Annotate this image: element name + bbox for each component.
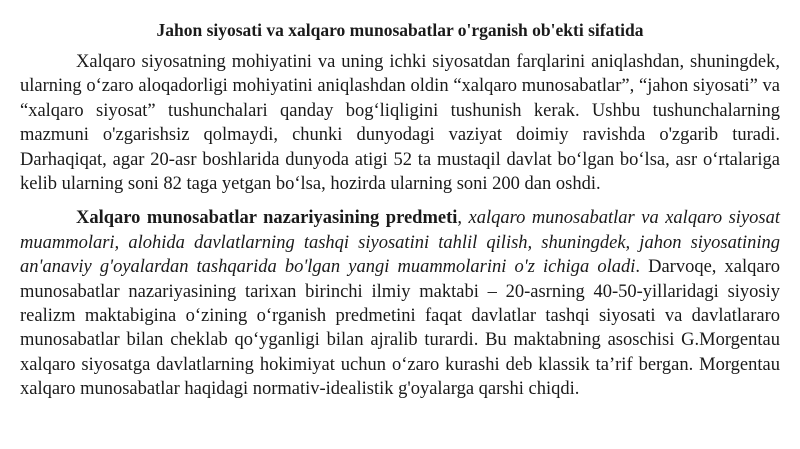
paragraph-intro: Xalqaro siyosatning mohiyatini va uning ichki siyosatdan farqlarini aniqlashdan, shuningdek, ularning o‘zaro aloqadorligi mohiyatini aniqlashdan oldin “xalqaro munosabatlar”, “jahon siyosati” va “xalqaro siyosat” tushunchalari qanday bog‘liqligini tushunish kerak. Ushbu tushunchalarning mazmuni o'zgarishsiz qolmaydi, chunki dunyodagi vaziyat doimiy ravishda o'zgarib turadi. Darhaqiqat, agar 20-asr boshlarida dunyoda atigi 52 ta mustaqil davlat bo‘lgan bo‘lsa, asr o‘rtalariga kelib ularning soni 82 taga yetgan bo‘lsa, hozirda ularning soni 200 dan oshdi. [20,52,780,195]
paragraph-subject [20,206,780,401]
subject-explanation: . Darvoqe, xalqaro munosabatlar nazariyasining tarixan birinchi ilmiy maktabi – 20-asrning 40-50-yillaridagi siyosiy realizm maktabigina o‘zining o‘rganish predmetini faqat davlatlar tashqi siyosati va davlatlararo munosabatlar bilan cheklab qo‘yganligi bilan ajralib turardi. Bu maktabning asoschisi G.Morgentau xalqaro siyosatga davlatlarning hokimiyat uchun o‘zaro kurashi deb klassik ta’rif bergan. Morgentau xalqaro munosabatlar haqidagi normativ-idealistik g'oyalarga qarshi chiqdi. [20,257,781,400]
document-page [20,18,780,402]
subject-term: Xalqaro munosabatlar nazariyasining predmeti [76,208,458,229]
document-title: Jahon siyosati va xalqaro munosabatlar o'rganish ob'ekti sifatida [156,20,644,40]
subject-separator: , [457,208,469,229]
subject-definition: xalqaro munosabatlar va xalqaro siyosat muammolari, alohida davlatlarning tashqi siyosatini tahlil qilish, shuningdek, jahon siyosatining an'anaviy g'oyalardan tashqarida bo'lgan yangi muammolarini o'z ichiga oladi [20,208,781,278]
